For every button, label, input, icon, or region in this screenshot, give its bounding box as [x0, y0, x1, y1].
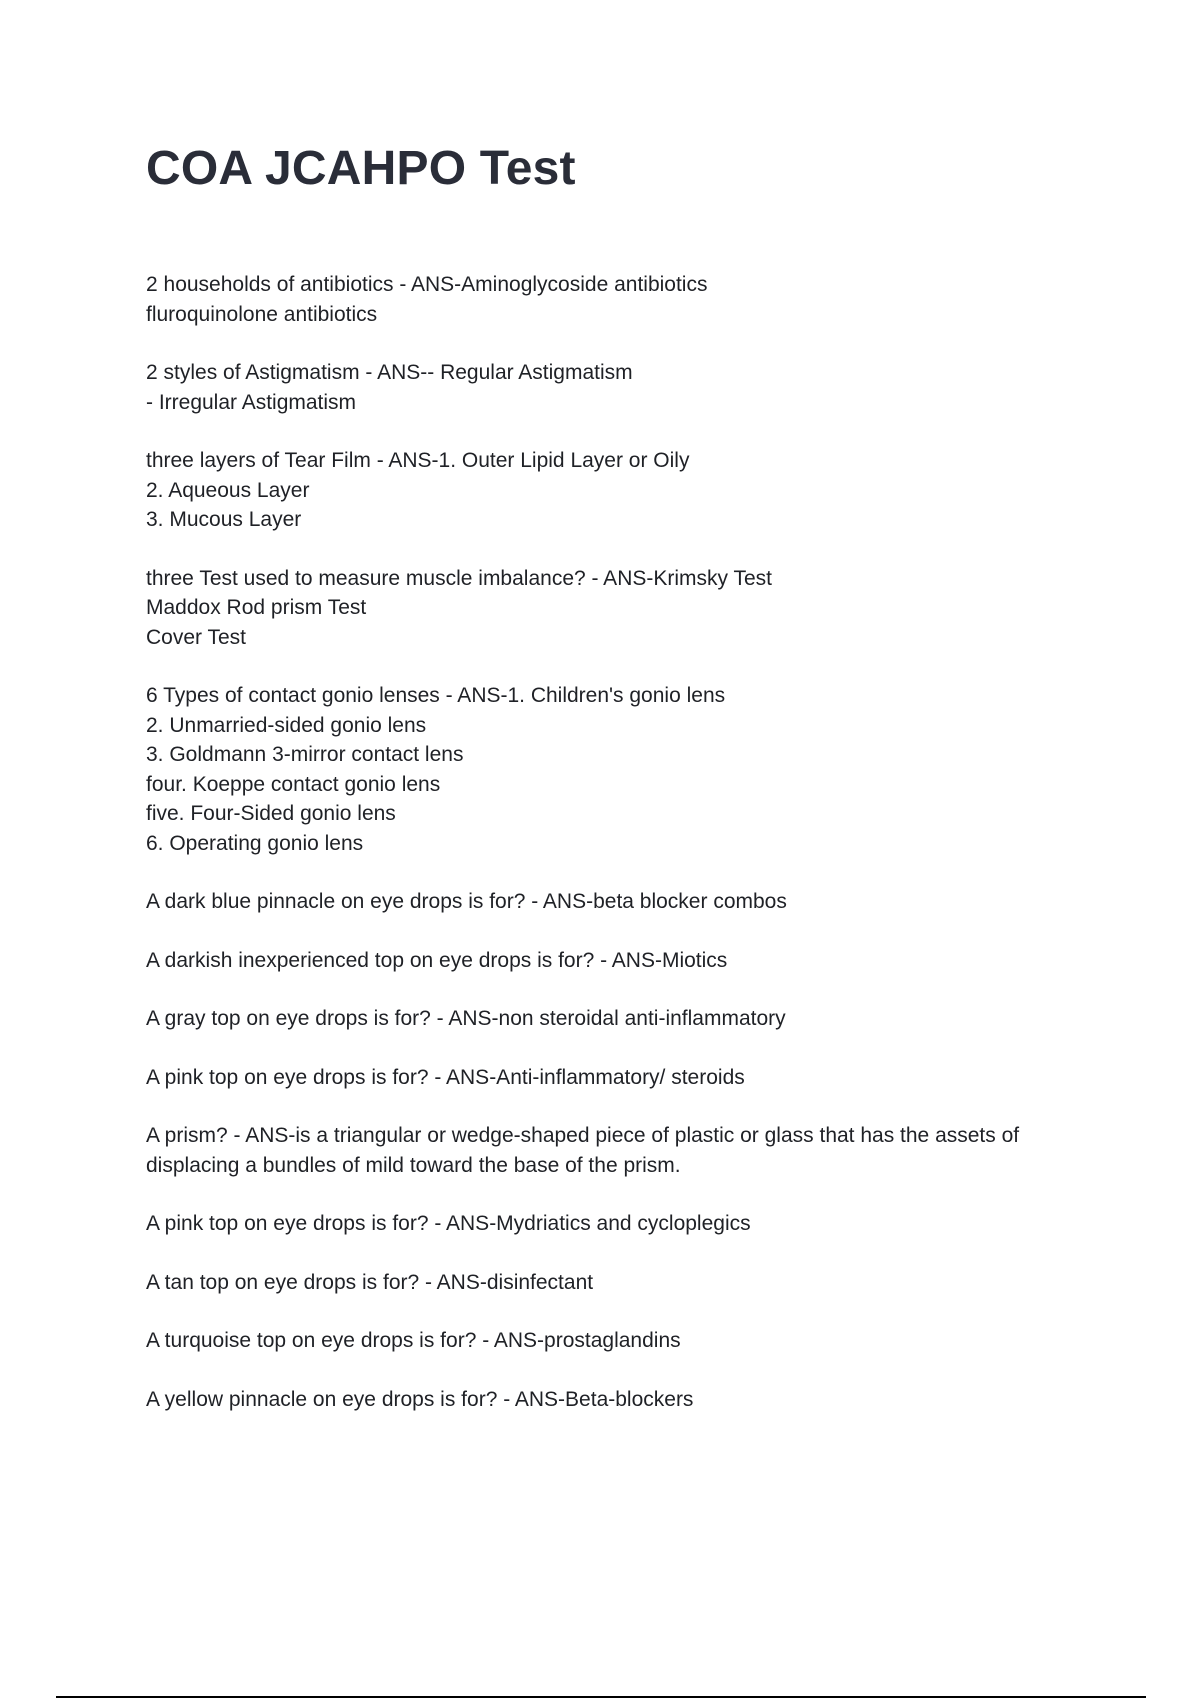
- qa-line: 3. Goldmann 3-mirror contact lens: [146, 743, 464, 766]
- qa-line: A turquoise top on eye drops is for? - ANS-prostaglandins: [146, 1329, 681, 1352]
- qa-item: [146, 1121, 1086, 1180]
- qa-item: [146, 1063, 1086, 1093]
- qa-item: [146, 1326, 1086, 1356]
- qa-line: A gray top on eye drops is for? - ANS-non steroidal anti-inflammatory: [146, 1007, 786, 1030]
- qa-item: [146, 446, 1086, 535]
- qa-line: A pink top on eye drops is for? - ANS-Mydriatics and cycloplegics: [146, 1212, 751, 1235]
- qa-line: Cover Test: [146, 625, 246, 649]
- qa-item: [146, 1209, 1086, 1239]
- qa-line: A prism? - ANS-is a triangular or wedge-shaped piece of plastic or glass that has the assets of: [146, 1124, 1020, 1147]
- qa-item: [146, 681, 1086, 858]
- qa-line: A dark blue pinnacle on eye drops is for? - ANS-beta blocker combos: [146, 890, 787, 913]
- qa-item: [146, 1004, 1086, 1034]
- qa-line: A darkish inexperienced top on eye drops is for? - ANS-Miotics: [146, 948, 728, 972]
- qa-line: three Test used to measure muscle imbalance? - ANS-Krimsky Test: [146, 566, 772, 590]
- qa-line: Maddox Rod prism Test: [146, 596, 367, 619]
- qa-line: five. Four-Sided gonio lens: [146, 802, 396, 825]
- qa-line: A pink top on eye drops is for? - ANS-Anti-inflammatory/ steroids: [146, 1065, 745, 1089]
- qa-line: 3. Mucous Layer: [146, 508, 302, 531]
- qa-line: 2. Aqueous Layer: [146, 478, 310, 502]
- qa-item: [146, 887, 1086, 917]
- qa-item: [146, 1385, 1086, 1415]
- qa-line: 6. Operating gonio lens: [146, 831, 364, 855]
- qa-line: four. Koeppe contact gonio lens: [146, 772, 441, 796]
- qa-list: [146, 270, 1086, 1443]
- qa-item: [146, 1268, 1086, 1298]
- qa-line: 2 households of antibiotics - ANS-Aminoglycoside antibiotics: [146, 273, 708, 296]
- qa-line: fluroquinolone antibiotics: [146, 302, 378, 326]
- qa-line: 2. Unmarried-sided gonio lens: [146, 713, 427, 737]
- qa-line: A tan top on eye drops is for? - ANS-disinfectant: [146, 1270, 594, 1294]
- page-title: COA JCAHPO Test: [146, 142, 576, 195]
- qa-item: [146, 564, 1086, 653]
- qa-line: - Irregular Astigmatism: [146, 390, 357, 414]
- qa-line: 2 styles of Astigmatism - ANS-- Regular Astigmatism: [146, 361, 633, 384]
- page-divider: [56, 1696, 1146, 1698]
- qa-line: three layers of Tear Film - ANS-1. Outer Lipid Layer or Oily: [146, 449, 690, 472]
- qa-item: [146, 358, 1086, 417]
- qa-line: 6 Types of contact gonio lenses - ANS-1. Children's gonio lens: [146, 684, 726, 707]
- qa-line: displacing a bundles of mild toward the base of the prism.: [146, 1153, 681, 1177]
- qa-item: [146, 270, 1086, 329]
- qa-item: [146, 946, 1086, 976]
- qa-line: A yellow pinnacle on eye drops is for? - ANS-Beta-blockers: [146, 1387, 694, 1411]
